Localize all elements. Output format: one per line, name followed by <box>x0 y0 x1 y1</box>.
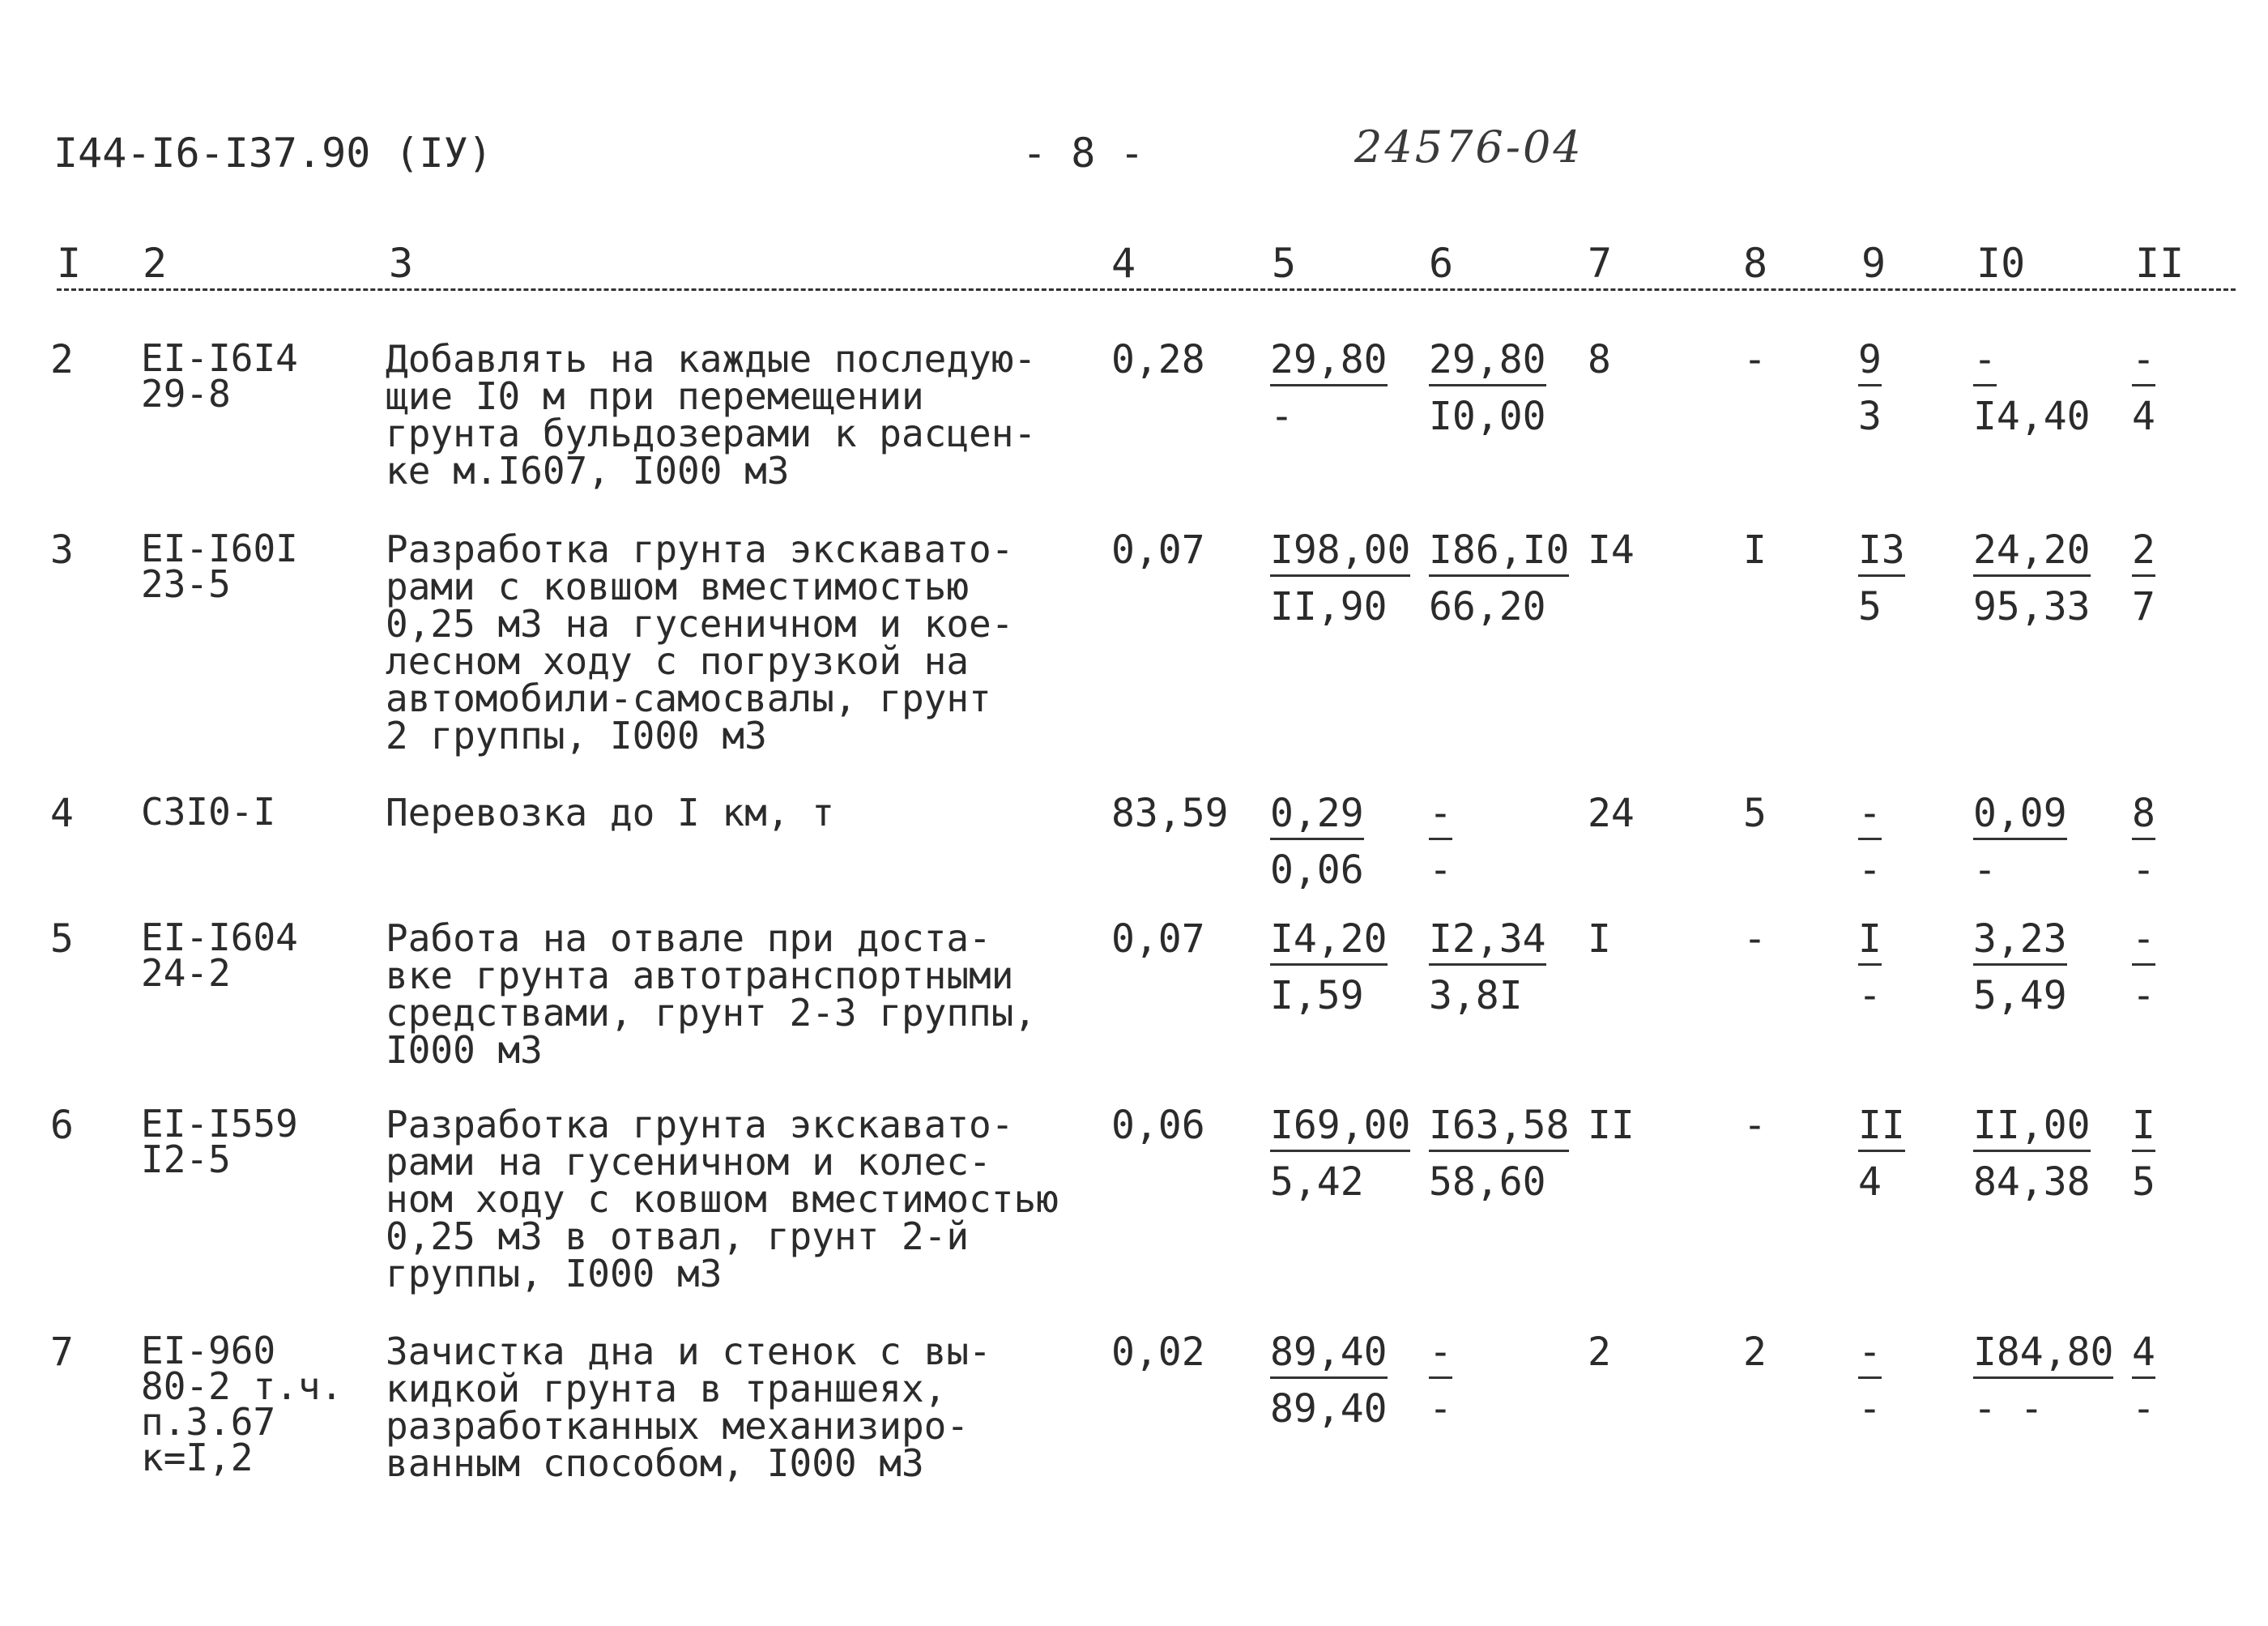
fraction-top-c5 <box>1270 337 1388 382</box>
fraction-top-c5 <box>1270 527 1411 573</box>
fraction-top-c11 <box>2132 791 2155 836</box>
fraction-bottom-c5: 89,40 <box>1270 1386 1388 1432</box>
fraction-top-c5 <box>1270 1329 1388 1375</box>
fraction-bottom-c6: 66,20 <box>1429 584 1546 629</box>
fraction-bottom-c11: 7 <box>2132 584 2155 629</box>
fraction-top-c10 <box>1973 1103 2091 1148</box>
work-description-line: рами с ковшом вместимостью <box>386 565 970 608</box>
estimate-code-line: EI-I559 <box>141 1102 298 1146</box>
fraction-bottom-c6: 3,8I <box>1429 973 1523 1018</box>
fraction-bottom-c10: 84,38 <box>1973 1159 2091 1205</box>
col-header-2: 2 <box>143 240 168 287</box>
col-header-4: 4 <box>1111 240 1136 287</box>
fraction-top-c10 <box>1973 1329 2114 1375</box>
quantity-cell: 0,02 <box>1111 1329 1205 1375</box>
work-description-line: Зачистка дна и стенок с вы- <box>386 1329 991 1373</box>
quantity-cell: 0,07 <box>1111 527 1205 573</box>
row-number: 5 <box>50 916 74 962</box>
fraction-bottom-c9: - <box>1858 847 1882 893</box>
fraction-top-c6-value: I63,58 <box>1429 1103 1569 1152</box>
fraction-bottom-c9: - <box>1858 1386 1882 1432</box>
fraction-bottom-c10: 95,33 <box>1973 584 2091 629</box>
fraction-top-c6 <box>1429 527 1570 573</box>
cell-c7: 2 <box>1588 1329 1611 1375</box>
fraction-top-c11-value: I <box>2132 1103 2155 1152</box>
fraction-top-c5 <box>1270 1103 1411 1148</box>
fraction-top-c11 <box>2132 527 2155 573</box>
fraction-top-c5-value: I4,20 <box>1270 916 1388 966</box>
fraction-top-c6-value: - <box>1429 791 1452 840</box>
fraction-top-c9-value: - <box>1858 1329 1882 1379</box>
fraction-top-c6 <box>1429 916 1546 962</box>
work-description-line: разработканных механизиро- <box>386 1404 970 1448</box>
fraction-top-c10 <box>1973 527 2091 573</box>
fraction-bottom-c5: - <box>1270 394 1294 439</box>
fraction-bottom-c5: II,90 <box>1270 584 1388 629</box>
header-divider <box>57 288 2236 291</box>
fraction-top-c10 <box>1973 916 2067 962</box>
fraction-bottom-c10: I4,40 <box>1973 394 2091 439</box>
cell-c8: 2 <box>1743 1329 1767 1375</box>
fraction-top-c11 <box>2132 916 2155 962</box>
estimate-code-line: I2-5 <box>141 1137 231 1181</box>
fraction-top-c11-value: 4 <box>2132 1329 2155 1379</box>
fraction-top-c5-value: I69,00 <box>1270 1103 1410 1152</box>
fraction-bottom-c5: I,59 <box>1270 973 1364 1018</box>
row-number: 2 <box>50 337 74 382</box>
work-description-line: ке м.I607, I000 м3 <box>386 449 790 493</box>
fraction-bottom-c9: 3 <box>1858 394 1882 439</box>
work-description-line: 0,25 м3 на гусеничном и кое- <box>386 602 1014 646</box>
document-code: I44-I6-I37.90 (IУ) <box>53 130 492 177</box>
fraction-bottom-c5: 0,06 <box>1270 847 1364 893</box>
col-header-10: I0 <box>1976 240 2026 287</box>
col-header-7: 7 <box>1588 240 1613 287</box>
work-description-line: автомобили-самосвалы, грунт <box>386 676 991 720</box>
fraction-top-c11 <box>2132 1329 2155 1375</box>
page-number: - 8 - <box>1022 130 1145 177</box>
work-description-line: ном ходу с ковшом вместимостью <box>386 1177 1059 1221</box>
col-header-8: 8 <box>1743 240 1768 287</box>
fraction-bottom-c6: - <box>1429 1386 1452 1432</box>
fraction-top-c9 <box>1858 337 1882 382</box>
fraction-top-c9-value: II <box>1858 1103 1905 1152</box>
work-description-line: Добавлять на каждые последую- <box>386 337 1037 381</box>
fraction-top-c6-value: - <box>1429 1329 1452 1379</box>
fraction-top-c11-value: 2 <box>2132 527 2155 577</box>
cell-c8: - <box>1743 916 1767 962</box>
cell-c7: I <box>1588 916 1611 962</box>
fraction-bottom-c10: - <box>1973 847 1997 893</box>
cell-c8: - <box>1743 1103 1767 1148</box>
fraction-top-c11 <box>2132 1103 2155 1148</box>
cell-c7: 24 <box>1588 791 1635 836</box>
fraction-top-c5-value: 89,40 <box>1270 1329 1388 1379</box>
fraction-top-c6 <box>1429 791 1452 836</box>
quantity-cell: 0,07 <box>1111 916 1205 962</box>
fraction-top-c9-value: - <box>1858 791 1882 840</box>
quantity-cell: 0,28 <box>1111 337 1205 382</box>
col-header-11: II <box>2135 240 2185 287</box>
fraction-top-c11-value: - <box>2132 916 2155 966</box>
fraction-top-c10-value: 3,23 <box>1973 916 2067 966</box>
estimate-code-line: 23-5 <box>141 562 231 606</box>
fraction-top-c9-value: 9 <box>1858 337 1882 386</box>
work-description-line: кидкой грунта в траншеях, <box>386 1367 947 1410</box>
fraction-top-c9 <box>1858 1329 1882 1375</box>
fraction-top-c9 <box>1858 791 1882 836</box>
fraction-bottom-c6: - <box>1429 847 1452 893</box>
row-number: 6 <box>50 1103 74 1148</box>
fraction-top-c5 <box>1270 791 1364 836</box>
estimate-code-line: 29-8 <box>141 372 231 416</box>
fraction-top-c11 <box>2132 337 2155 382</box>
fraction-top-c9-value: I3 <box>1858 527 1905 577</box>
fraction-top-c11-value: 8 <box>2132 791 2155 840</box>
work-description-line: Перевозка до I км, т <box>386 791 834 834</box>
work-description-line: 0,25 м3 в отвал, грунт 2-й <box>386 1214 970 1258</box>
fraction-top-c10-value: 0,09 <box>1973 791 2067 840</box>
fraction-top-c6-value: I2,34 <box>1429 916 1546 966</box>
estimate-code-line: 80-2 т.ч. <box>141 1364 343 1408</box>
fraction-top-c9 <box>1858 1103 1905 1148</box>
fraction-bottom-c9: 4 <box>1858 1159 1882 1205</box>
fraction-top-c6 <box>1429 337 1546 382</box>
fraction-top-c10-value: - <box>1973 337 1997 386</box>
work-description-line: I000 м3 <box>386 1028 543 1072</box>
work-description-line: средствами, грунт 2-3 группы, <box>386 991 1037 1035</box>
work-description-line: грунта бульдозерами к расцен- <box>386 412 1037 455</box>
fraction-bottom-c11: 4 <box>2132 394 2155 439</box>
col-header-6: 6 <box>1429 240 1454 287</box>
fraction-top-c10 <box>1973 791 2067 836</box>
quantity-cell: 83,59 <box>1111 791 1229 836</box>
estimate-code-line: EI-I60I <box>141 527 298 570</box>
cell-c8: 5 <box>1743 791 1767 836</box>
cell-c7: 8 <box>1588 337 1611 382</box>
row-number: 3 <box>50 527 74 573</box>
row-number: 7 <box>50 1329 74 1375</box>
estimate-code-line: к=I,2 <box>141 1436 254 1479</box>
fraction-top-c5-value: 0,29 <box>1270 791 1364 840</box>
fraction-bottom-c10: - - <box>1973 1386 2044 1432</box>
fraction-top-c6 <box>1429 1329 1452 1375</box>
estimate-code-line: EI-I6I4 <box>141 336 298 380</box>
work-description-line: 2 группы, I000 м3 <box>386 714 767 758</box>
estimate-code-line: EI-960 <box>141 1329 276 1372</box>
fraction-top-c11-value: - <box>2132 337 2155 386</box>
quantity-cell: 0,06 <box>1111 1103 1205 1148</box>
work-description-line: Разработка грунта экскавато- <box>386 527 1014 571</box>
estimate-code-line: EI-I604 <box>141 915 298 959</box>
handwritten-stamp-number: 24576-04 <box>1354 122 1584 173</box>
cell-c8: - <box>1743 337 1767 382</box>
estimate-code-line: п.3.67 <box>141 1400 276 1444</box>
work-description-line: Работа на отвале при доста- <box>386 916 991 960</box>
fraction-top-c5-value: I98,00 <box>1270 527 1410 577</box>
fraction-bottom-c9: - <box>1858 973 1882 1018</box>
fraction-bottom-c10: 5,49 <box>1973 973 2067 1018</box>
work-description-line: рами на гусеничном и колес- <box>386 1140 991 1184</box>
work-description-line: группы, I000 м3 <box>386 1252 723 1295</box>
row-number: 4 <box>50 791 74 836</box>
col-header-9: 9 <box>1861 240 1886 287</box>
work-description-line: вке грунта автотранспортными <box>386 954 1014 997</box>
fraction-top-c9 <box>1858 916 1882 962</box>
fraction-top-c6-value: I86,I0 <box>1429 527 1569 577</box>
fraction-top-c10-value: II,00 <box>1973 1103 2091 1152</box>
fraction-bottom-c6: 58,60 <box>1429 1159 1546 1205</box>
work-description-line: Разработка грунта экскавато- <box>386 1103 1014 1146</box>
fraction-bottom-c6: I0,00 <box>1429 394 1546 439</box>
work-description-line: щие I0 м при перемещении <box>386 374 924 418</box>
fraction-top-c10-value: I84,80 <box>1973 1329 2113 1379</box>
col-header-1: I <box>57 240 82 287</box>
fraction-bottom-c11: - <box>2132 973 2155 1018</box>
fraction-top-c9-value: I <box>1858 916 1882 966</box>
fraction-top-c9 <box>1858 527 1905 573</box>
fraction-top-c5-value: 29,80 <box>1270 337 1388 386</box>
estimate-code-line: С3I0-I <box>141 790 276 834</box>
fraction-bottom-c5: 5,42 <box>1270 1159 1364 1205</box>
estimate-code-line: 24-2 <box>141 951 231 995</box>
fraction-top-c5 <box>1270 916 1388 962</box>
fraction-top-c6-value: 29,80 <box>1429 337 1546 386</box>
cell-c7: I4 <box>1588 527 1635 573</box>
col-header-5: 5 <box>1272 240 1297 287</box>
fraction-bottom-c11: - <box>2132 847 2155 893</box>
col-header-3: 3 <box>389 240 414 287</box>
work-description-line: ванным способом, I000 м3 <box>386 1441 924 1485</box>
fraction-bottom-c11: - <box>2132 1386 2155 1432</box>
cell-c8: I <box>1743 527 1767 573</box>
fraction-top-c6 <box>1429 1103 1570 1148</box>
fraction-top-c10-value: 24,20 <box>1973 527 2091 577</box>
cell-c7: II <box>1588 1103 1635 1148</box>
work-description-line: лесном ходу с погрузкой на <box>386 639 970 683</box>
fraction-bottom-c9: 5 <box>1858 584 1882 629</box>
fraction-bottom-c11: 5 <box>2132 1159 2155 1205</box>
fraction-top-c10 <box>1973 337 1997 382</box>
